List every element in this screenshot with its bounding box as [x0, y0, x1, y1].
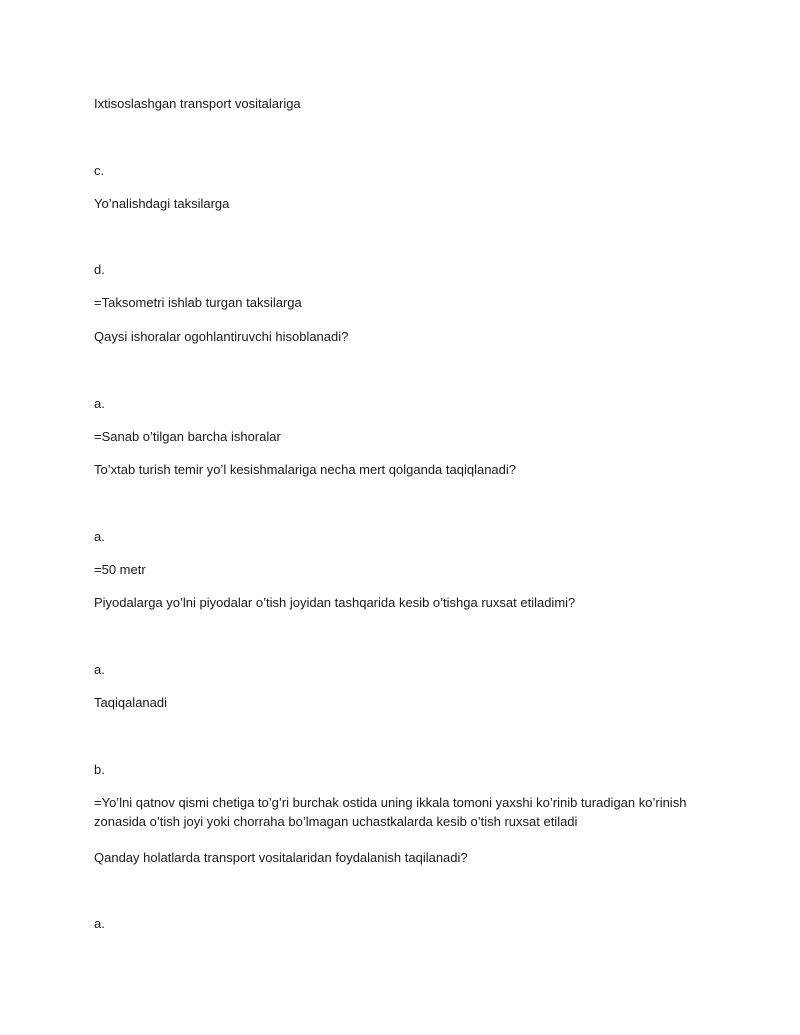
question-text: Qaysi ishoralar ogohlantiruvchi hisoblanadi? [94, 329, 349, 344]
correct-answer: =50 metr [94, 562, 146, 577]
answer-option-text: Yo’nalishdagi taksilarga [94, 196, 230, 211]
correct-answer: =Yo’lni qatnov qismi chetiga to’g’ri burchak ostida uning ikkala tomoni yaxshi ko’rinib turadigan ko’rinish zonasida o’tish joyi yoki chorraha bo’lmagan uchastkalarda kesib o’tish ruxsat etiladi [94, 795, 687, 829]
option-letter: a. [94, 396, 105, 411]
correct-answer: =Taksometri ishlab turgan taksilarga [94, 295, 302, 310]
question-text: Qanday holatlarda transport vositalaridan foydalanish taqilanadi? [94, 850, 468, 865]
option-letter: b. [94, 762, 105, 777]
option-letter: a. [94, 529, 105, 544]
question-text: To’xtab turish temir yo’l kesishmalariga necha mert qolganda taqiqlanadi? [94, 462, 517, 477]
correct-answer: =Sanab o’tilgan barcha ishoralar [94, 429, 281, 444]
option-letter: a. [94, 662, 105, 677]
option-letter: c. [94, 163, 105, 178]
question-text: Piyodalarga yo’lni piyodalar o’tish joyidan tashqarida kesib o’tishga ruxsat etiladimi? [94, 595, 576, 610]
answer-option-text: Ixtisoslashgan transport vositalariga [94, 96, 301, 111]
option-letter: d. [94, 262, 105, 277]
answer-option-text: Taqiqalanadi [94, 695, 168, 710]
option-letter: a. [94, 916, 105, 931]
